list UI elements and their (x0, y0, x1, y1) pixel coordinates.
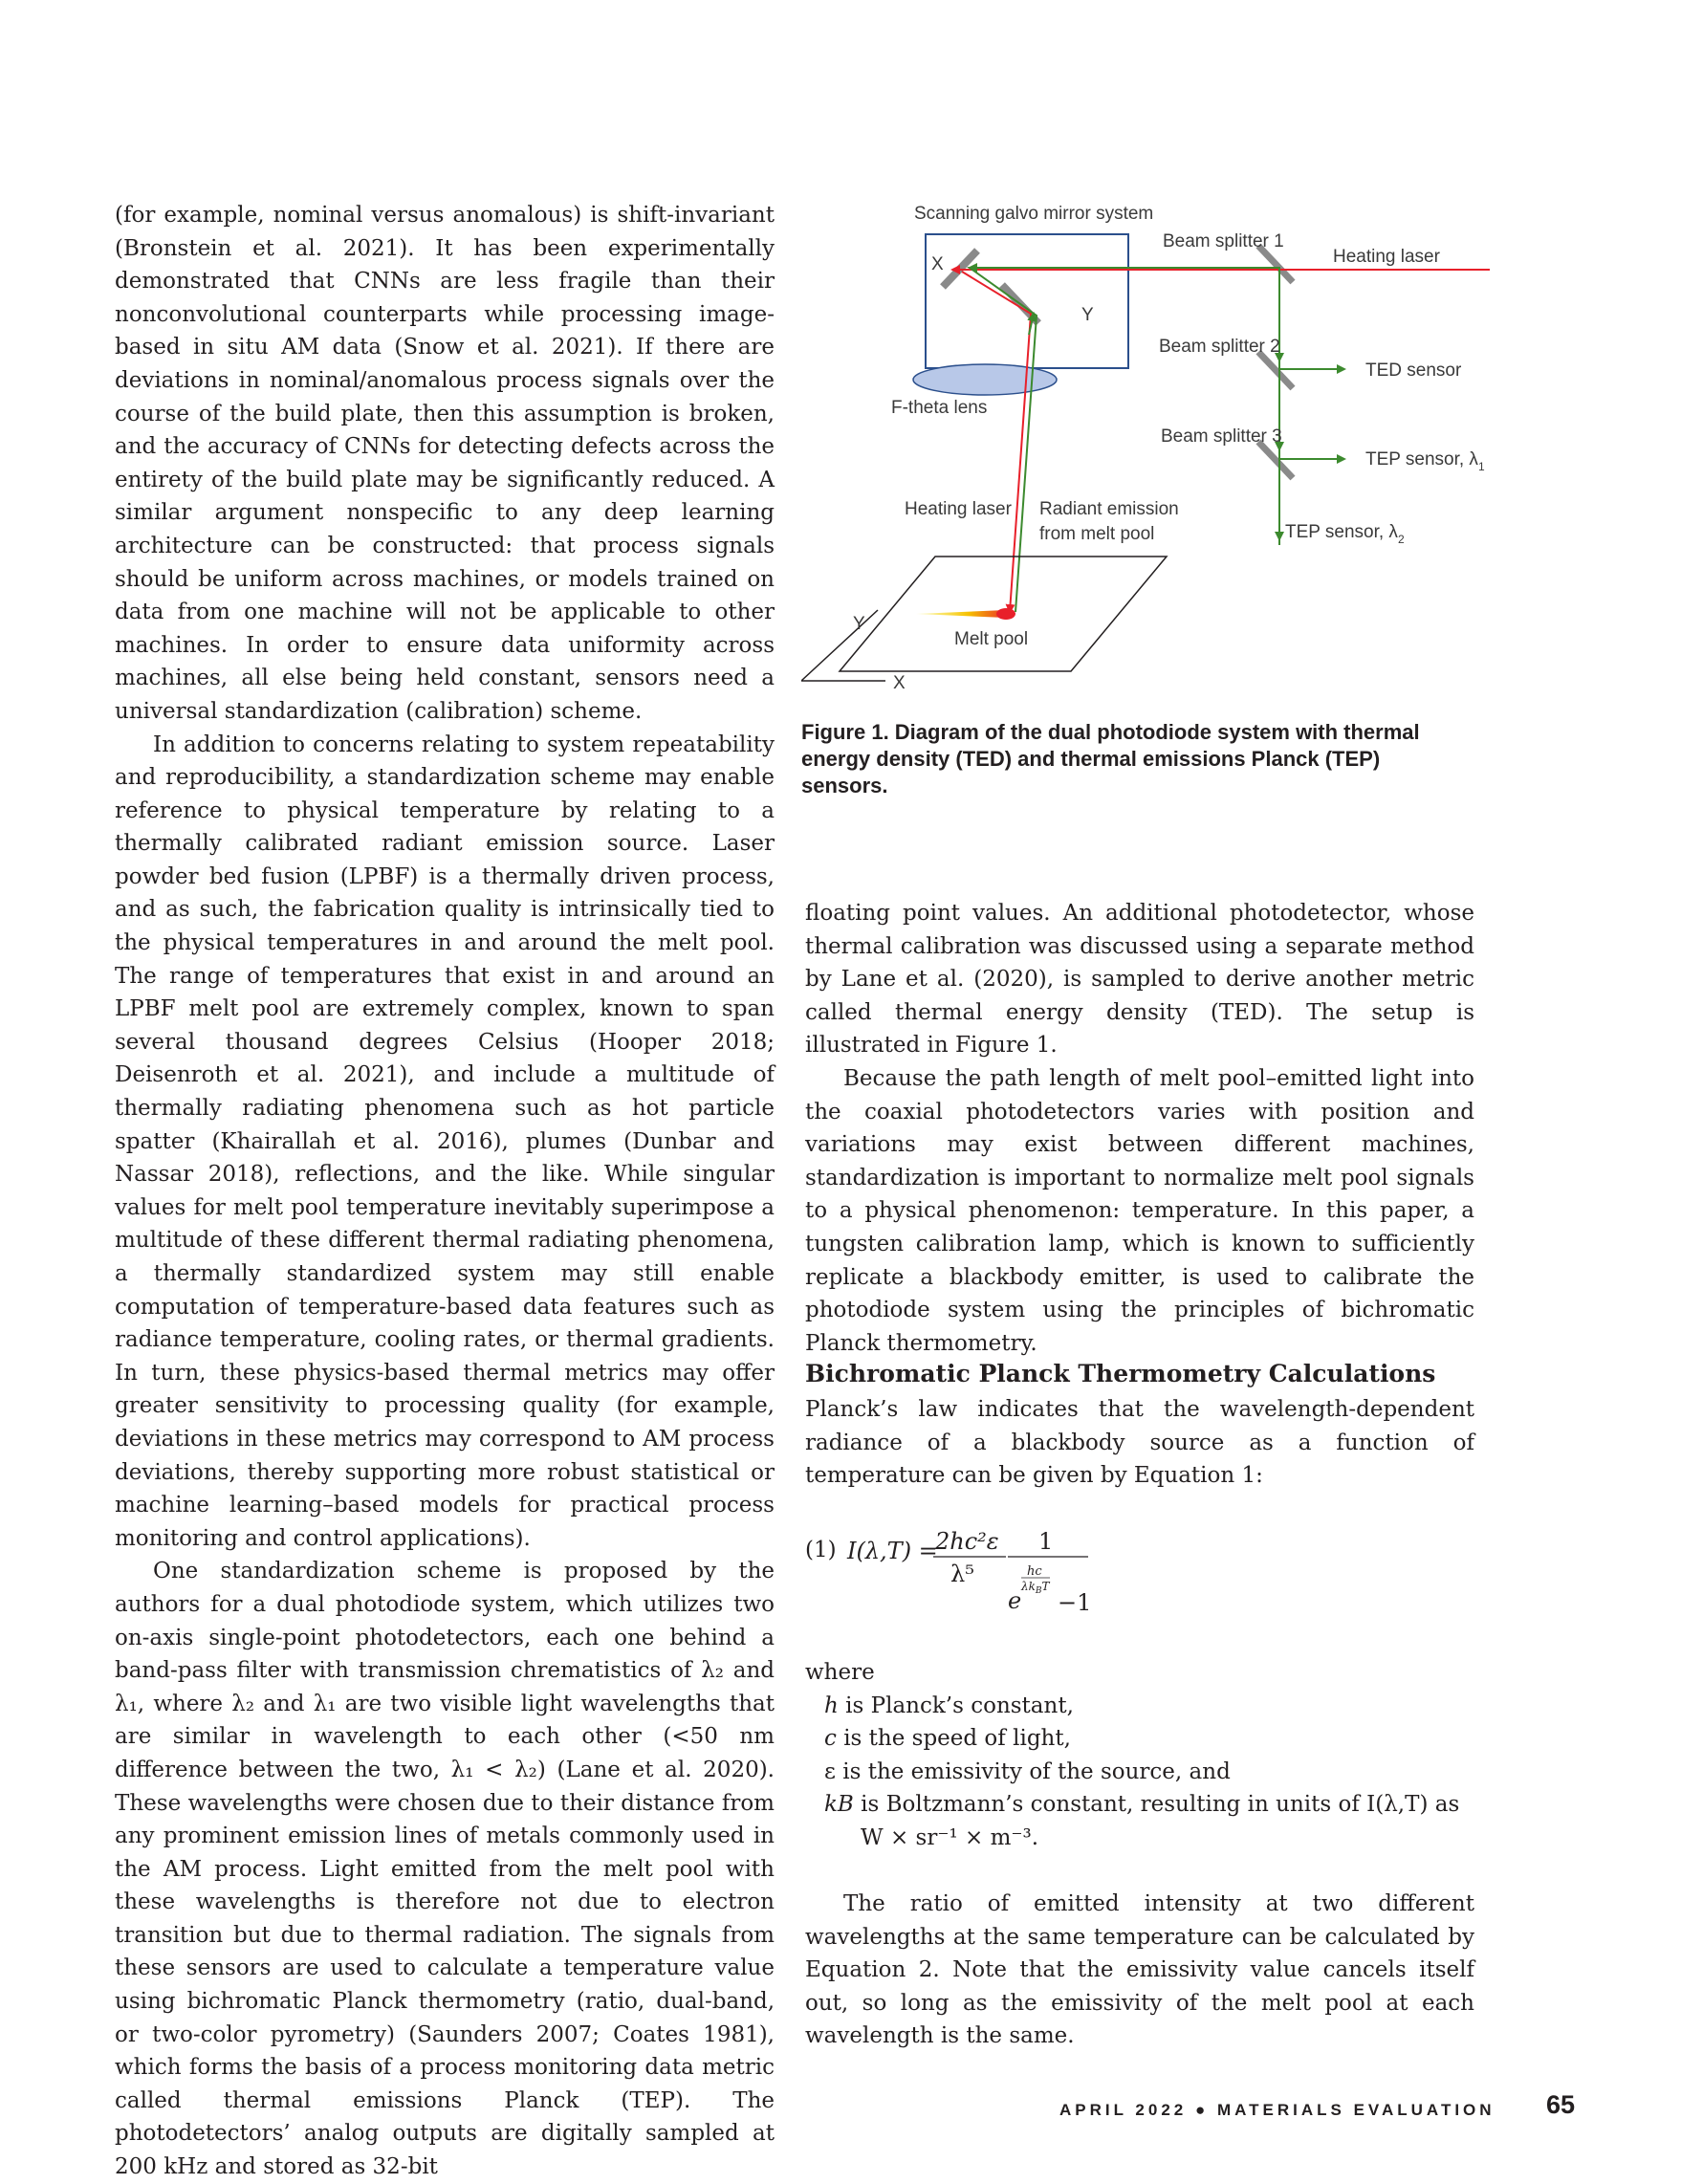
left-column (115, 199, 775, 2184)
where-item: h is Planck’s constant, (824, 1693, 1074, 1718)
page-number: 65 (1546, 2090, 1576, 2119)
section-heading: Bichromatic Planck Thermometry Calculations (805, 1360, 1436, 1387)
paragraph: One standardization scheme is proposed by the authors for a dual photodiode system, which utilizes two on-axis single-point photodetectors, each one behind a band-pass filter with transmission chrematistics of λ₂ and λ₁, where λ₂ and λ₁ are two visible light wavelengths that are similar in wavelength to each other (<50 nm difference between the two, λ₁ < λ₂) (Lane et al. 2020). These wavelengths were chosen due to their distance from any prominent emission lines of metals commonly used in the AM process. Light emitted from the melt pool with these wavelengths is therefore not due to electron transition but due to thermal radiation. The signals from these sensors are used to calculate a temperature value using bichromatic Planck thermometry (ratio, dual-band, or two-color pyrometry) (Saunders 2007; Coates 1981), which forms the basis of a process monitoring data metric called thermal emissions Planck (TEP). The photodetectors’ analog outputs are digitally sampled at 200 kHz and stored as 32-bit (115, 1559, 775, 2180)
heating-laser-path (962, 272, 1031, 612)
paragraph: The ratio of emitted intensity at two different wavelengths at the same temperature can be calculated by Equation 2. Note that the emissivity value cancels itself out, so long as the emissivity of the melt pool at each wavelength is the same. (805, 1891, 1474, 2049)
minus-one: −1 (1058, 1589, 1092, 1616)
paragraph: Because the path length of melt pool–emitted light into the coaxial photodetectors varies with position and variations may exist between different machines, standardization is important to normalize melt pool signals to a physical phenomenon: temperature. In this paper, a tungsten calibration lamp, which is known to sufficiently replicate a blackbody emitter, is used to calibrate the photodiode system using the principles of bichromatic Planck thermometry. (805, 1065, 1474, 1356)
beam-splitter-2-label: Beam splitter 2 (1159, 337, 1280, 357)
equation-one: 1 (1038, 1528, 1054, 1555)
where-item: c is the speed of light, (824, 1726, 1071, 1752)
equation-numerator: 2hc²ε (935, 1528, 999, 1555)
paragraph: Planck’s law indicates that the wavelength-dependent radiance of a blackbody source as a function of temperature can be given by Equation 1: (805, 1397, 1474, 1489)
where-list (805, 1690, 1474, 1855)
beam-splitter-3-label: Beam splitter 3 (1161, 426, 1282, 447)
where-label: where (805, 1660, 875, 1685)
figure-caption: Figure 1. Diagram of the dual photodiode system with thermal energy density (TED) and thermal emissions Planck (TEP) sensors. (801, 720, 1420, 797)
right-column-bottom (805, 1888, 1474, 2053)
exp-numerator: hc (1027, 1564, 1042, 1579)
heating-laser-mid-label: Heating laser (905, 499, 1012, 519)
axis-x-label: X (893, 673, 906, 693)
right-column-section (805, 1357, 1474, 1493)
axis-lines (801, 610, 885, 681)
equation-1 (805, 1520, 1207, 1626)
right-column-top (805, 897, 1474, 1360)
tep-sensor-2-label: TEP sensor, $\lambda_2$ (1285, 522, 1405, 546)
exp-denominator: $\lambda k_BT$ (1021, 1580, 1050, 1596)
journal-footer: APRIL 2022 ● MATERIALS EVALUATION (1059, 2101, 1495, 2119)
ftheta-label: F-theta lens (891, 398, 988, 418)
paragraph: In addition to concerns relating to system repeatability and reproducibility, a standardization scheme may enable reference to physical temperature by relating to a thermally calibrated radiant emission source. Laser powder bed fusion (LPBF) is a thermally driven process, and as such, the fabrication quality is intrinsically tied to the physical temperatures in and around the melt pool. The range of temperatures that exist in and around an LPBF melt pool are extremely complex, known to span several thousand degrees Celsius (Hooper 2018; Deisenroth et al. 2021), and include a multitude of thermally radiating phenomena such as hot particle spatter (Khairallah et al. 2016), plumes (Dunbar and Nassar 2018), reflections, and the like. While singular values for melt pool temperature inevitably superimpose a multitude of these different thermal radiating phenomena, a thermally standardized system may still enable computation of temperature-based data features such as radiance temperature, cooling rates, or thermal gradients. In turn, these physics-based thermal metrics may offer greater sensitivity to processing quality (for example, deviations in these metrics may correspond to AM process deviations, thereby supporting more robust statistical or machine learning–based models for practical process monitoring and control applications). (115, 732, 775, 1551)
equation-lhs: I(λ,T) = (847, 1538, 938, 1564)
equation-number: (1) (805, 1538, 837, 1562)
paragraph: floating point values. An additional photodetector, whose thermal calibration was discussed using a separate method by Lane et al. (2020), is sampled to derive another metric called thermal energy density (TED). The setup is illustrated in Figure 1. (805, 901, 1474, 1059)
galvo-box (926, 234, 1128, 368)
galvo-label: Scanning galvo mirror system (914, 204, 1154, 224)
beam-splitter-1-label: Beam splitter 1 (1163, 231, 1284, 251)
tep-sensor-1-label: TEP sensor, $\lambda_1$ (1365, 449, 1485, 473)
where-units: W × sr⁻¹ × m⁻³. (861, 1824, 1039, 1850)
radiant-emission-label-2: from melt pool (1039, 524, 1155, 544)
ftheta-lens (913, 364, 1057, 395)
x-mirror-label: X (931, 254, 944, 274)
equation-denominator: λ⁵ (950, 1561, 974, 1587)
heating-laser-label: Heating laser (1333, 247, 1440, 267)
where-item: kB is Boltzmann’s constant, resulting in units of I(λ,T) as (824, 1792, 1460, 1818)
melt-pool-label: Melt pool (954, 629, 1029, 649)
y-mirror-label: Y (1081, 305, 1094, 325)
axis-y-label: Y (853, 614, 865, 634)
exp-base: e (1008, 1587, 1022, 1614)
where-item: ε is the emissivity of the source, and (824, 1758, 1231, 1784)
where-block (805, 1656, 1474, 1855)
radiant-emission-label-1: Radiant emission (1039, 499, 1179, 519)
figure-1-diagram (801, 191, 1490, 708)
ted-sensor-label: TED sensor (1365, 360, 1462, 381)
paragraph: (for example, nominal versus anomalous) is shift-invariant (Bronstein et al. 2021). It has been experimentally demonstrated that CNNs are less fragile than their nonconvolutional counterparts while processing image-based in situ AM data (Snow et al. 2021). If there are deviations in nominal/anomalous process signals over the course of the build plate, then this assumption is broken, and the accuracy of CNNs for detecting defects across the entirety of the build plate may be significantly reduced. A similar argument nonspecific to any deep learning architecture can be constructed: that process signals should be uniform across machines, or models trained on data from one machine will not be applicable to other machines. In order to ensure data uniformity across machines, all else being held constant, sensors need a universal standardization (calibration) scheme. (115, 203, 775, 724)
